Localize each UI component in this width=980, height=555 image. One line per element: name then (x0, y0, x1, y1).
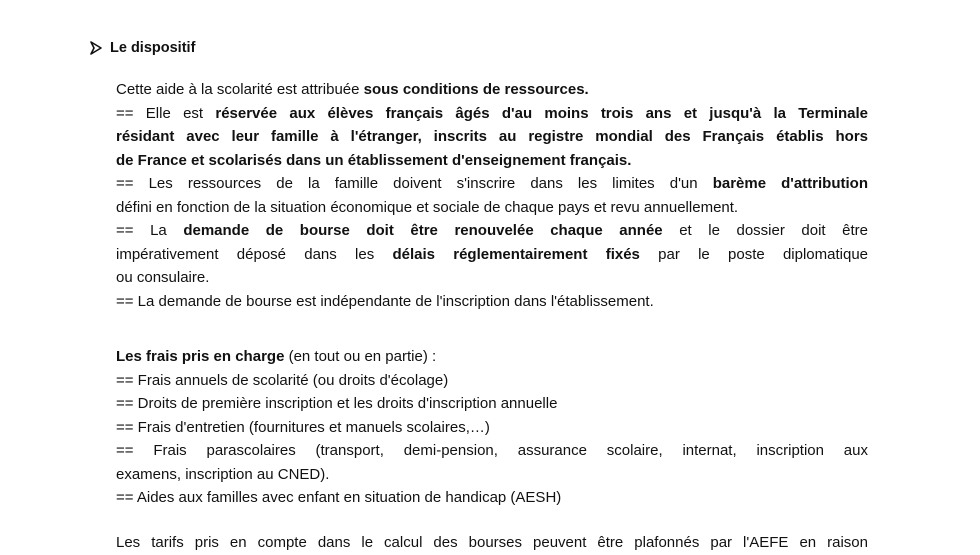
costs-title (116, 345, 868, 369)
resources-line-2 (116, 196, 868, 220)
eligibility-bold-1: réservée aux élèves français âgés d'au moins trois ans et jusqu'à la Terminale (215, 104, 869, 122)
intro-line (116, 78, 868, 102)
renewal-line-3 (116, 266, 868, 290)
resources-text-2: défini en fonction de la situation économique et sociale de chaque pays et revu annuellement. (116, 198, 739, 216)
deadline-suffix: par le poste diplomatique (639, 245, 869, 263)
eligibility-line-1 (116, 102, 868, 126)
costs-title-rest: (en tout ou en partie) : (284, 348, 437, 365)
renewal-line-1 (116, 219, 868, 243)
resources-text: == Les ressources de la famille doivent s'inscrire dans les limites d'un (116, 175, 713, 192)
eligibility-line-2 (116, 125, 868, 149)
conditions-section (116, 78, 868, 313)
renewal-end: ou consulaire. (116, 269, 210, 286)
resources-bold: barème d'attribution (712, 175, 868, 192)
cost-item: == Frais d'entretien (fournitures et manuels scolaires,…) (116, 418, 490, 436)
renewal-line-2 (116, 243, 868, 267)
intro-text: Cette aide à la scolarité est attribuée (116, 81, 364, 98)
deadline-bold: délais réglementairement fixés (392, 245, 640, 263)
eligibility-bold-2: résidant avec leur famille à l'étranger, inscrits au registre mondial des Français établis hors (116, 128, 868, 145)
renewal-prefix: == La (116, 222, 184, 239)
section-heading (90, 40, 195, 56)
renewal-bold: demande de bourse doit être renouvelée chaque année (183, 222, 663, 239)
cost-item: == Aides aux familles avec enfant en situation de handicap (AESH) (116, 489, 562, 506)
resources-line-1 (116, 172, 868, 196)
independence-text: == La demande de bourse est indépendante de l'inscription dans l'établissement. (116, 292, 654, 310)
eligibility-prefix: == Elle est (116, 104, 216, 122)
cost-item: == Frais parascolaires (transport, demi-pension, assurance scolaire, internat, inscription aux (116, 442, 868, 459)
cost-item-continuation: examens, inscription au CNED). (116, 465, 330, 483)
intro-bold: sous conditions de ressources. (363, 81, 589, 98)
tariffs-line: Les tarifs pris en compte dans le calcul des bourses peuvent être plafonnés par l'AEFE en raison (116, 534, 868, 551)
cost-item: == Droits de première inscription et les droits d'inscription annuelle (116, 395, 558, 412)
renewal-suffix: et le dossier doit être (662, 222, 868, 239)
independence-line (116, 290, 868, 314)
costs-title-bold: Les frais pris en charge (116, 348, 285, 365)
eligibility-line-3 (116, 149, 868, 173)
costs-section (116, 345, 868, 510)
arrow-bullet-icon (90, 41, 102, 55)
deadline-prefix: impérativement déposé dans les (116, 245, 393, 263)
heading-text: Le dispositif (110, 40, 196, 56)
eligibility-bold-3: de France et scolarisés dans un établissement d'enseignement français. (116, 151, 632, 169)
cost-item: == Frais annuels de scolarité (ou droits d'écolage) (116, 371, 449, 389)
